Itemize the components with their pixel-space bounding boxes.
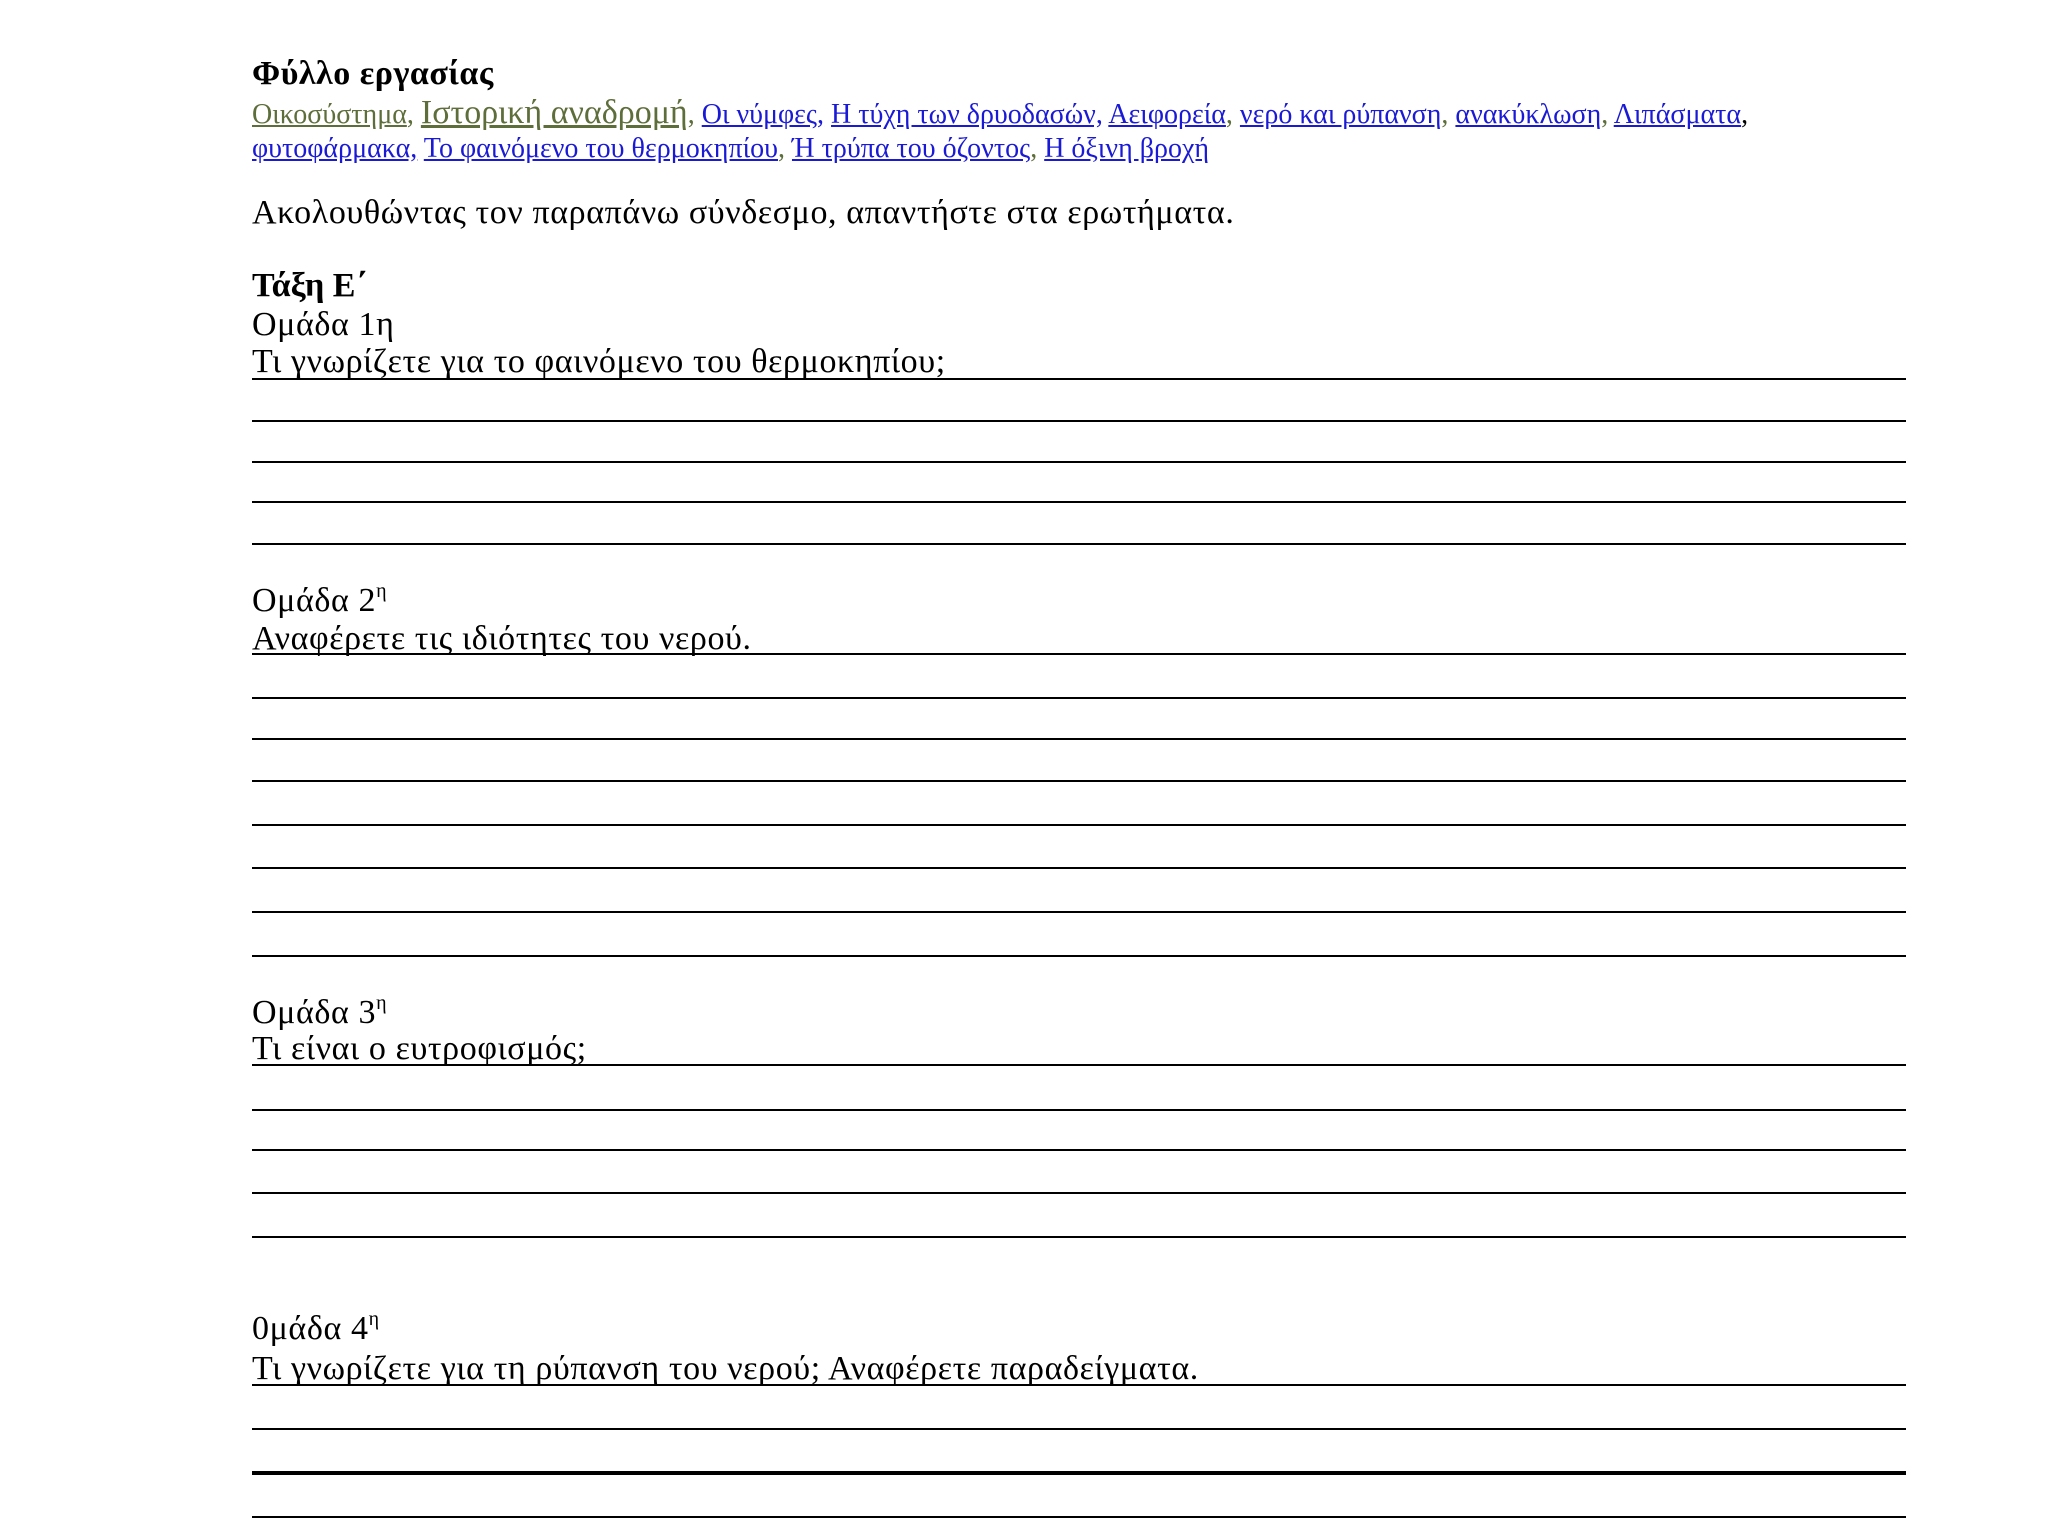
answer-line[interactable] bbox=[252, 1149, 1906, 1151]
answer-line[interactable] bbox=[252, 1109, 1906, 1111]
answer-line[interactable] bbox=[252, 501, 1906, 503]
link-separator: , bbox=[1030, 133, 1045, 164]
group-3-label-sup: η bbox=[376, 992, 388, 1014]
group-1-question: Τι γνωρίζετε για το φαινόμενο του θερμοκηπίου; bbox=[252, 343, 946, 380]
link-water-pollution[interactable]: νερό και ρύπανση bbox=[1239, 99, 1442, 130]
answer-line[interactable] bbox=[252, 738, 1906, 740]
answer-line[interactable] bbox=[252, 867, 1906, 869]
link-sustainability[interactable]: Αειφορεία bbox=[1108, 99, 1226, 130]
link-separator: , bbox=[777, 133, 792, 164]
group-3-question: Τι είναι ο ευτροφισμός; bbox=[252, 1030, 587, 1067]
link-separator: , bbox=[1601, 99, 1614, 130]
group-4-label-sup: η bbox=[368, 1308, 380, 1330]
group-2-label bbox=[252, 582, 387, 620]
answer-line[interactable] bbox=[252, 1384, 1906, 1386]
link-ecosystem[interactable]: Οικοσύστημα bbox=[252, 99, 407, 130]
answer-line[interactable] bbox=[252, 824, 1906, 826]
instruction-text: Ακολουθώντας τον παραπάνω σύνδεσμο, απαντήστε στα ερωτήματα. bbox=[252, 194, 1235, 231]
answer-line[interactable] bbox=[252, 1192, 1906, 1194]
link-separator: , bbox=[1225, 99, 1240, 130]
link-acid-rain[interactable]: Η όξινη βροχή bbox=[1044, 133, 1210, 164]
group-3-label bbox=[252, 994, 387, 1032]
link-separator: , bbox=[1441, 99, 1456, 130]
answer-line[interactable] bbox=[252, 653, 1906, 655]
link-nymphs[interactable]: Οι νύμφες, bbox=[701, 99, 825, 130]
group-4-label bbox=[252, 1310, 380, 1348]
topic-links bbox=[252, 96, 1912, 166]
answer-line[interactable] bbox=[252, 1236, 1906, 1238]
answer-line[interactable] bbox=[252, 1064, 1906, 1066]
group-2-label-text: Ομάδα 2 bbox=[252, 582, 377, 619]
answer-line[interactable] bbox=[252, 1428, 1906, 1430]
link-separator bbox=[824, 99, 831, 130]
answer-line[interactable] bbox=[252, 543, 1906, 545]
answer-line[interactable] bbox=[252, 1471, 1906, 1475]
answer-line[interactable] bbox=[252, 1516, 1906, 1518]
answer-line[interactable] bbox=[252, 697, 1906, 699]
link-recycling[interactable]: ανακύκλωση bbox=[1455, 99, 1602, 130]
answer-line[interactable] bbox=[252, 911, 1906, 913]
answer-line[interactable] bbox=[252, 420, 1906, 422]
group-1-label-text: Ομάδα 1η bbox=[252, 306, 395, 343]
link-greenhouse-effect[interactable]: Το φαινόμενο του θερμοκηπίου bbox=[423, 133, 778, 164]
answer-line[interactable] bbox=[252, 780, 1906, 782]
group-2-question: Αναφέρετε τις ιδιότητες του νερού. bbox=[252, 620, 752, 657]
group-3-label-text: Ομάδα 3 bbox=[252, 994, 377, 1031]
answer-line[interactable] bbox=[252, 955, 1906, 957]
answer-line[interactable] bbox=[252, 378, 1906, 380]
group-1-label bbox=[252, 306, 395, 344]
link-separator: , bbox=[687, 99, 702, 130]
link-fertilizers[interactable]: Λιπάσματα bbox=[1613, 99, 1742, 130]
link-pesticides[interactable]: φυτοφάρμακα, bbox=[252, 133, 418, 164]
link-ozone-hole[interactable]: Ή τρύπα του όζοντος bbox=[791, 133, 1031, 164]
group-4-label-text: 0μάδα 4 bbox=[252, 1310, 369, 1347]
answer-line[interactable] bbox=[252, 461, 1906, 463]
group-4-question: Τι γνωρίζετε για τη ρύπανση του νερού; Αναφέρετε παραδείγματα. bbox=[252, 1350, 1199, 1387]
link-separator: , bbox=[1741, 99, 1749, 130]
link-separator: , bbox=[406, 99, 421, 130]
link-oak-forests[interactable]: Η τύχη των δρυοδασών, bbox=[831, 99, 1103, 130]
worksheet-title: Φύλλο εργασίας bbox=[252, 55, 494, 92]
group-2-label-sup: η bbox=[376, 580, 388, 602]
link-history[interactable]: Ιστορική αναδρομή bbox=[420, 94, 688, 131]
grade-heading: Τάξη Ε΄ bbox=[252, 267, 367, 304]
